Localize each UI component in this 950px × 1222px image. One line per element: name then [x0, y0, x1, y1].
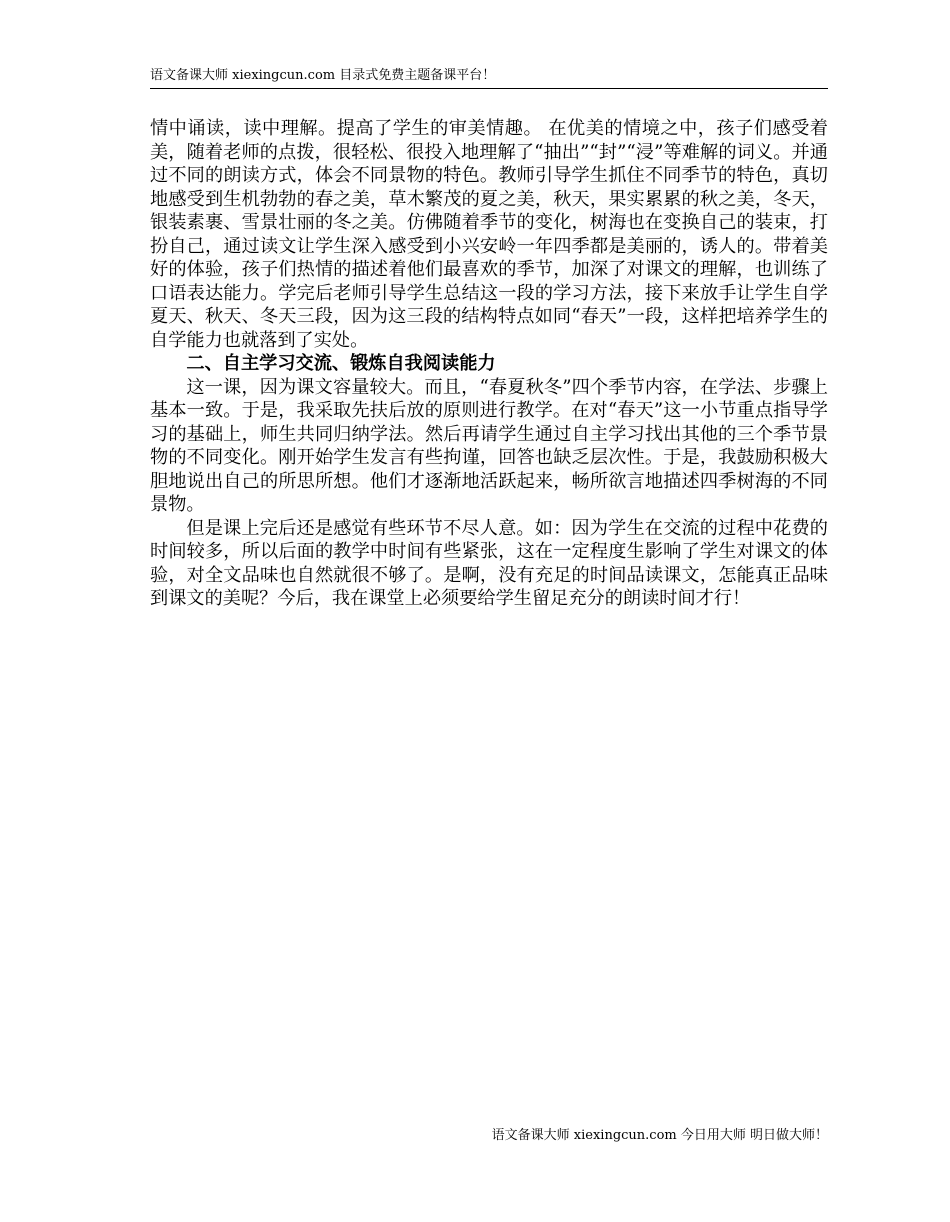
page-footer: [150, 1126, 828, 1146]
body-paragraph: 但是课上完后还是感觉有些环节不尽人意。如：因为学生在交流的过程中花费的时间较多，所以后面的教学中时间有些紧张，这在一定程度生影响了学生对课文的体验，对全文品味也自然就很不够了。是啊，没有充足的时间品读课文，怎能真正品味到课文的美呢？今后，我在课堂上必须要给学生留足充分的朗读时间才行！: [150, 517, 828, 609]
section-heading: 二、自主学习交流、锻炼自我阅读能力: [186, 353, 496, 374]
body-paragraph: 这一课，因为课文容量较大。而且，“春夏秋冬”四个季节内容，在学法、步骤上基本一致。于是，我采取先扶后放的原则进行教学。在对“春天”这一小节重点指导学习的基础上，师生共同归纳学法。然后再请学生通过自主学习找出其他的三个季节景物的不同变化。刚开始学生发言有些拘谨，回答也缺乏层次性。于是，我鼓励积极大胆地说出自己的所思所想。他们才逐渐地活跃起来，畅所欲言地描述四季树海的不同景物。: [150, 376, 828, 515]
body-paragraph: 情中诵读，读中理解。提高了学生的审美情趣。 在优美的情境之中，孩子们感受着美，随着老师的点拨，很轻松、很投入地理解了“抽出”“封”“浸”等难解的词义。并通过不同的朗读方式，体会不同景物的特色。教师引导学生抓住不同季节的特色，真切地感受到生机勃勃的春之美，草木繁茂的夏之美，秋天，果实累累的秋之美，冬天，银装素裹、雪景壮丽的冬之美。仿佛随着季节的变化，树海也在变换自己的装束，打扮自己，通过读文让学生深入感受到小兴安岭一年四季都是美丽的，诱人的。带着美好的体验，孩子们热情的描述着他们最喜欢的季节，加深了对课文的理解，也训练了口语表达能力。学完后老师引导学生总结这一段的学习方法，接下来放手让学生自学夏天、秋天、冬天三段，因为这三段的结构特点如同“春天”一段，这样把培养学生的自学能力也就落到了实处。: [150, 118, 828, 351]
footer-text: 语文备课大师 xiexingcun.com 今日用大师 明日做大师！: [491, 1128, 828, 1143]
page-header: [150, 66, 828, 89]
document-body: [150, 117, 828, 611]
header-text: 语文备课大师 xiexingcun.com 目录式免费主题备课平台！: [150, 68, 496, 83]
